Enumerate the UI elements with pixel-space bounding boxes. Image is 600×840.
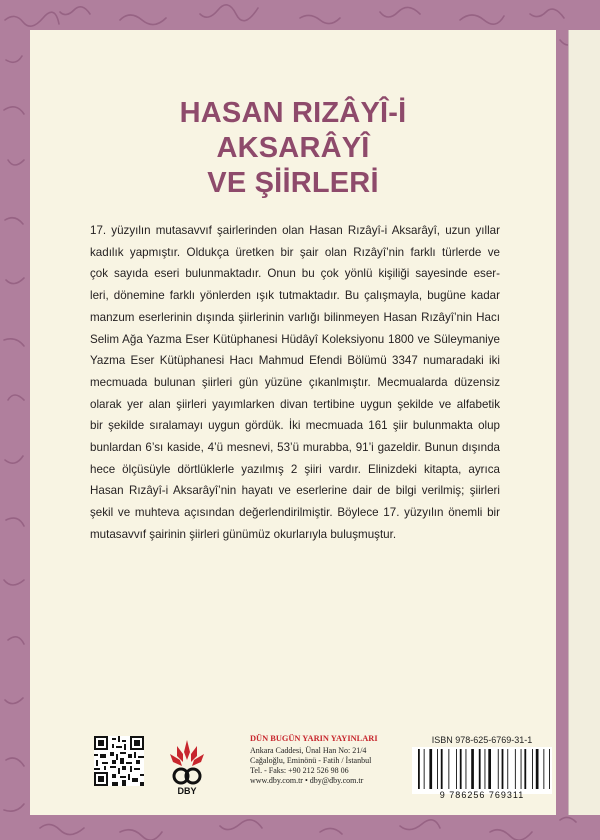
book-title-line-2: AKSARÂYÎ [216,132,370,164]
spine-edge [568,30,600,815]
publisher-footer [90,734,550,804]
blurb-line: Selim Ağa Yazma Eser Kütüphanesi Hüdâyî Koleksiyonu 1800 ve Süleymaniye [90,332,500,346]
book-title-line-3: VE ŞİİRLERİ [207,167,379,199]
blurb-line: çok sayıda eseri bulunmaktadır. Onun bu çok yönlü kişiliği sayesinde eser- [90,267,500,281]
publisher-logo-icon [167,738,207,798]
blurb-line: Yazma Eser Kütüphanesi Hacı Mahmud Efendi Bölümü 3347 numaradaki iki [90,354,500,368]
blurb-line: Hasan Rızâyî-i Aksarâyî’nin hayatı ve eserlerine dair de bilgi verilmiş; şiirleri [90,484,500,498]
book-title-line-1: HASAN RIZÂYÎ-İ [179,97,407,129]
blurb-line: 17. yüzyılın mutasavvıf şairlerinden olan Hasan Rızâyî-i Aksarâyî, uzun yıllar [90,224,500,237]
publisher-logo-text: DBY [177,786,197,796]
publisher-address-line-2: Cağaloğlu, Eminönü - Fatih / İstanbul [250,756,372,765]
blurb-line: kadılık yapmıştır. Oldukça üretken bir şair olan Rızâyî’nin farklı türlerde ve [90,245,500,259]
blurb-line: şekil ve muhteva açısından değerlendirilmiştir. Böylece 17. yüzyılın önemli bir [90,506,500,520]
blurb-line: leri, dönemine farklı yönlerden ışık tutmaktadır. Bu çalışmayla, bugüne kadar [90,289,500,303]
publisher-address-line-1: Ankara Caddesi, Ünal Han No: 21/4 [250,746,367,755]
blurb-line: manzum eserlerinin dışında şiirlerinin varlığı bilinmeyen Hasan Rızâyî’nin Hacı [90,310,500,324]
publisher-web-email: www.dby.com.tr • dby@dby.com.tr [250,776,364,785]
isbn-barcode-digits: 9 786256 769311 [439,790,525,800]
barcode-icon [412,747,552,794]
blurb-line: mutasavvıf şairinin şiirleri günümüz okurlarıyla buluşmuştur. [90,527,397,541]
blurb-line: hece ölçüsüyle dörtlüklerle yazılmış 2 şiiri vardır. Elinizdeki kitapta, ayrıca [90,462,500,476]
blurb-line: mecmuada bulunan şiirleri gün yüzüne çıkanlmıştır. Mecmualarda düzensiz [90,375,500,389]
publisher-name: DÜN BUGÜN YARIN YAYINLARI [250,734,378,743]
back-cover-panel [30,30,556,815]
isbn-label: ISBN 978-625-6769-31-1 [431,735,533,745]
qr-code-icon [94,736,144,786]
book-title [30,96,556,201]
blurb-line: bir şekilde sıralamayı uygun gördük. İki mecmuada 161 şiir bulunmakta olup [90,419,500,433]
blurb-line: olarak yer alan şiirleri yayımlarken divan tertibine uygun şekilde ve alfabetik [90,397,500,411]
publisher-phone: Tel. - Faks: +90 212 526 98 06 [250,766,349,775]
publisher-logo [167,738,207,798]
publisher-info [250,734,400,786]
blurb-text [90,220,500,546]
blurb-line: bunlardan 6’sı kaside, 4’ü mesnevi, 53’ü murabba, 91’i gazeldir. Bunun dışında [90,441,500,455]
